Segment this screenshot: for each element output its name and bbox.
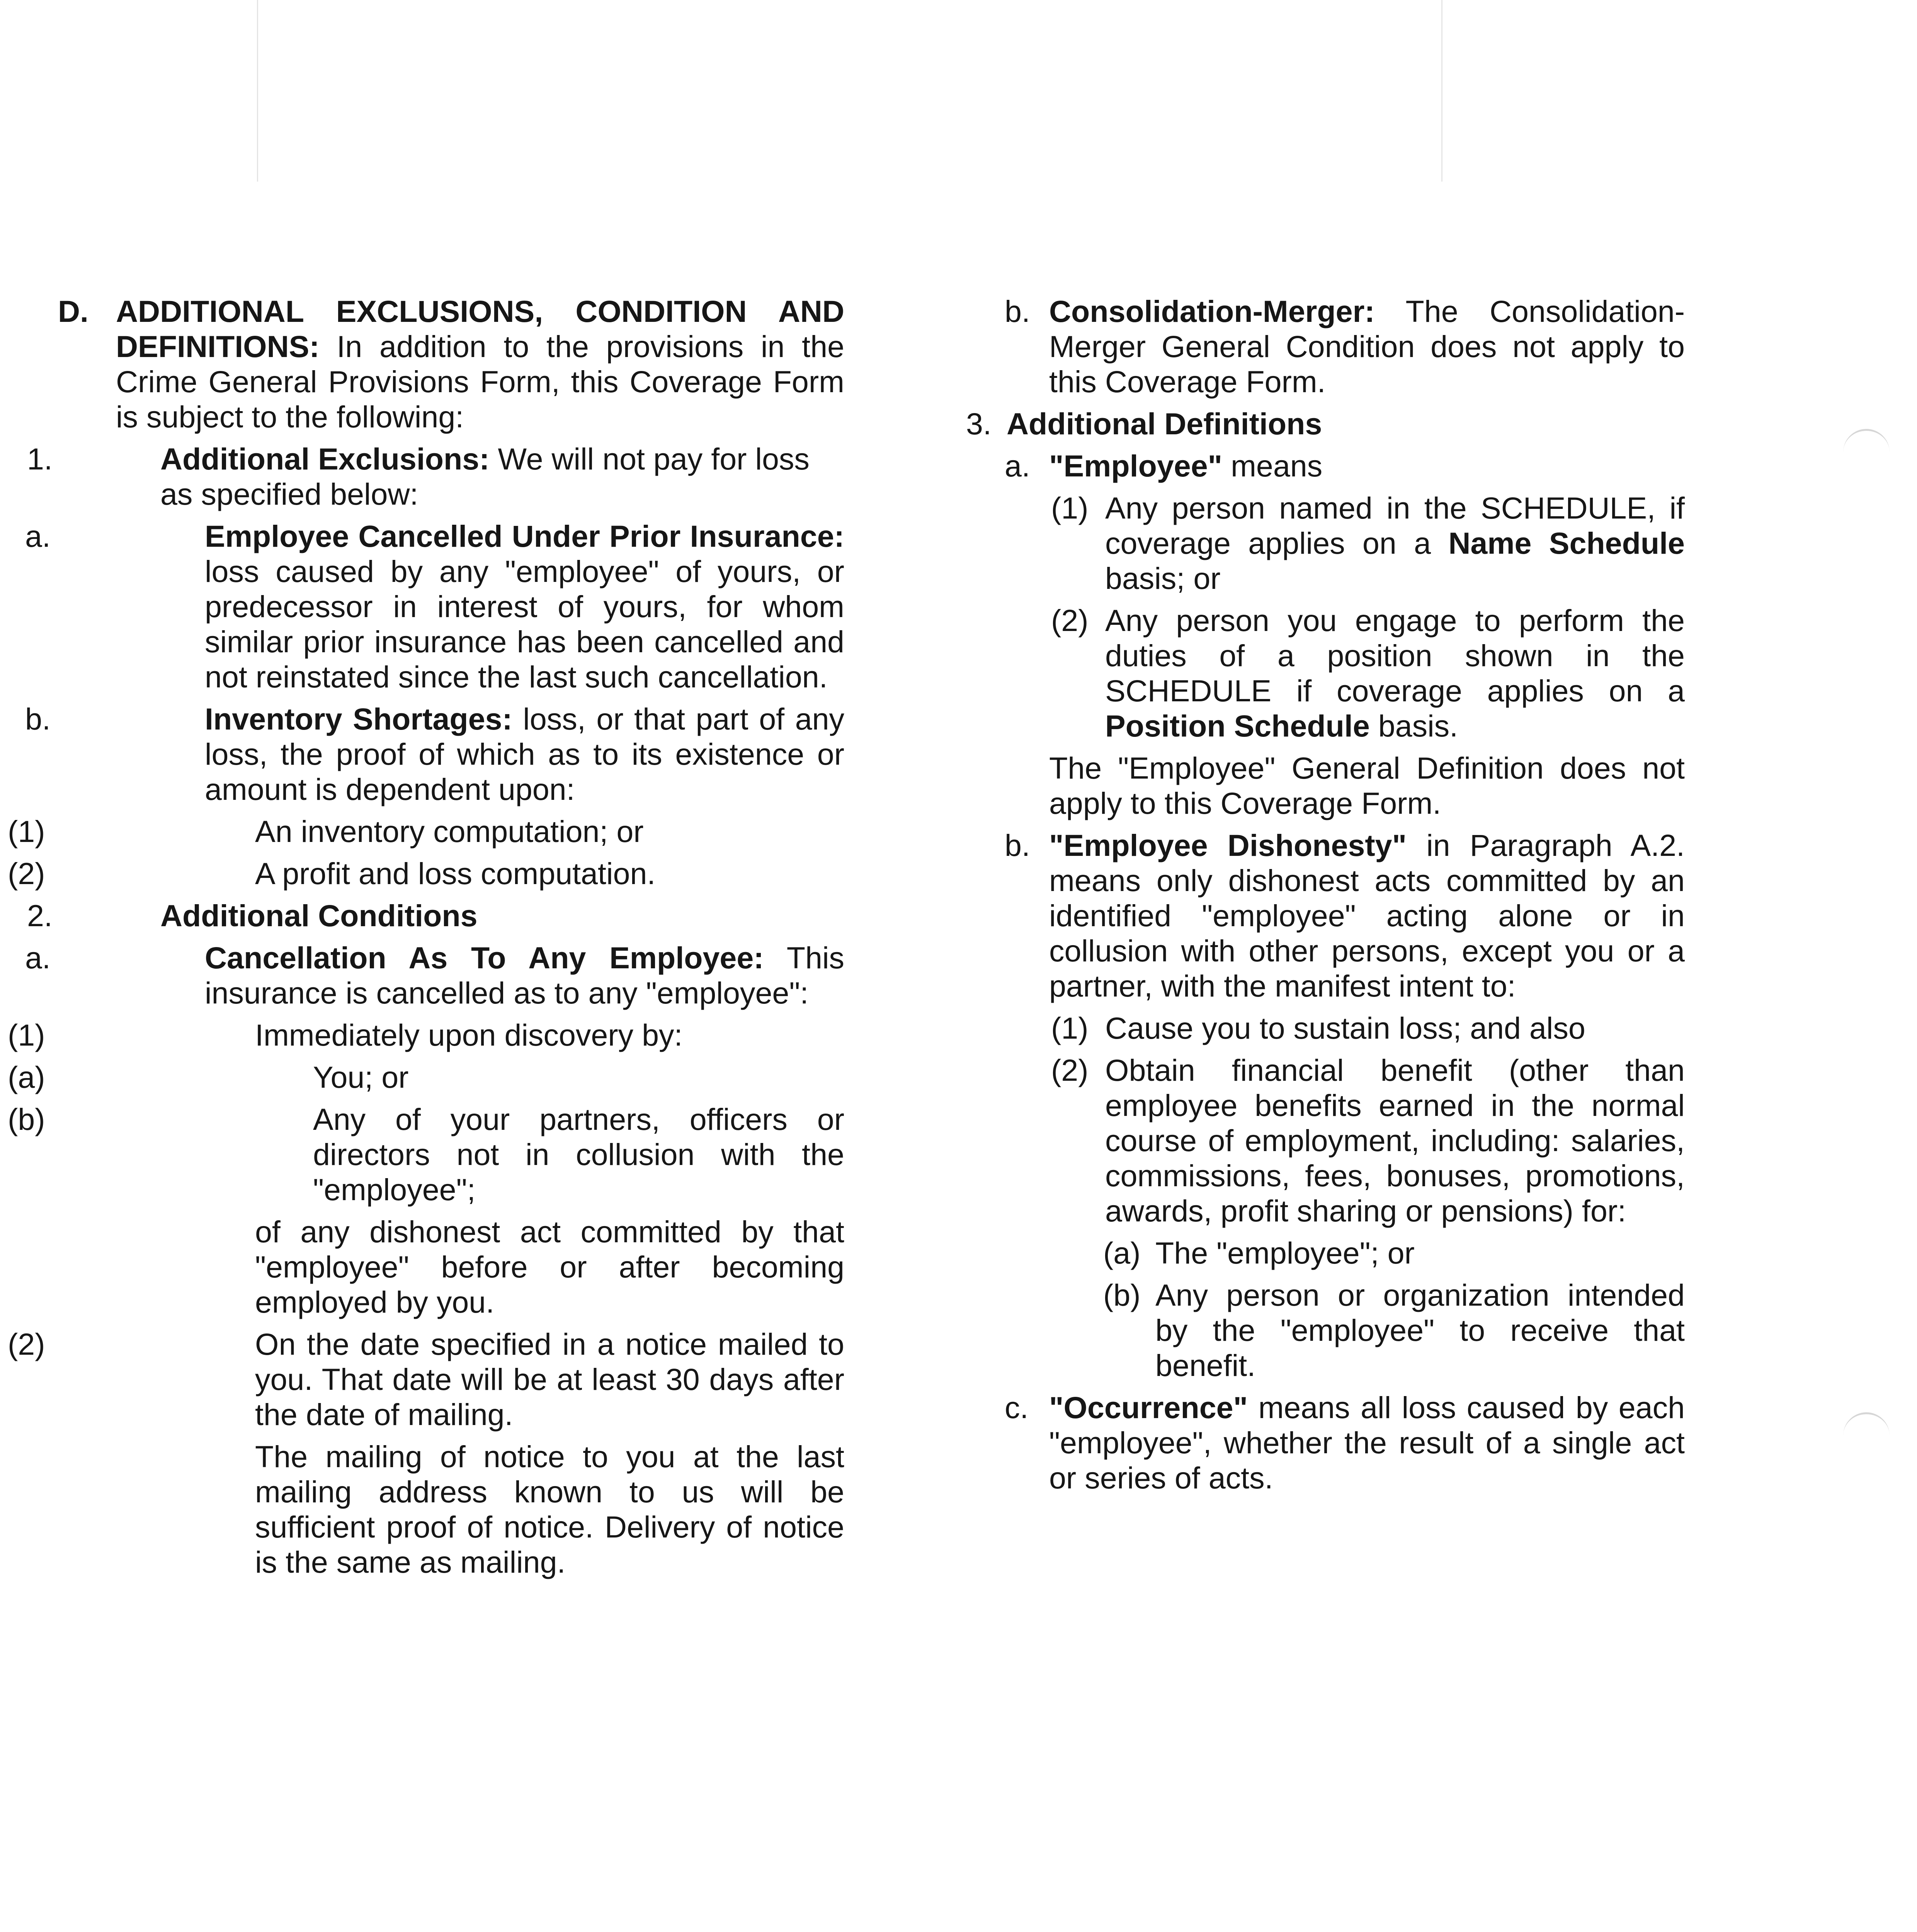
item-3b-2-b-text: Any person or organization intended by the "employee" to receive that benefit. (1155, 1278, 1685, 1383)
item-3a-1-bold: Name Schedule (1448, 526, 1685, 560)
item-3b-marker: b. (1005, 828, 1030, 862)
item-3b-text: in Paragraph A.2. means only dishonest acts committed by an identified "employee" acting alone or in collusion with other persons, except you or a partner, with the manifest intent to: (1049, 828, 1685, 1003)
item-3a-text: means (1231, 449, 1323, 483)
item-3c (966, 1390, 1685, 1495)
item-1b-1 (8, 814, 844, 849)
item-3a-2-marker: (2) (1051, 603, 1089, 638)
item-3b-1 (966, 1010, 1685, 1046)
item-2a-1-text: Immediately upon discovery by: (255, 1018, 683, 1052)
item-1 (27, 441, 844, 512)
item-3b-2-a-marker: (a) (1103, 1236, 1141, 1270)
item-1b-2-text: A profit and loss computation. (255, 856, 656, 891)
item-2b-title: Consolidation-Merger: (1049, 294, 1375, 328)
item-1a-title: Employee Cancelled Under Prior Insurance: (205, 519, 844, 553)
item-2 (27, 898, 844, 933)
item-3b-2-b (966, 1277, 1685, 1383)
item-3c-title: "Occurrence" (1049, 1390, 1248, 1425)
item-1b-title: Inventory Shortages: (205, 702, 512, 736)
item-1-title: Additional Exclusions: (160, 442, 490, 476)
item-3-marker: 3. (966, 406, 992, 441)
item-3b-2-a (966, 1235, 1685, 1270)
item-3b-title: "Employee Dishonesty" (1049, 828, 1407, 862)
item-3b-2-b-marker: (b) (1103, 1278, 1141, 1312)
item-2a-1-marker: (1) (8, 1018, 45, 1052)
item-1b (25, 701, 845, 807)
section-d-marker: D. (58, 294, 88, 328)
item-2a-2-marker: (2) (8, 1327, 45, 1361)
item-1b-1-marker: (1) (8, 814, 45, 849)
item-3a-2-bold: Position Schedule (1105, 709, 1370, 743)
right-column (966, 294, 1685, 1495)
item-1-marker: 1. (27, 442, 53, 476)
item-2a-1-b-marker: (b) (8, 1102, 45, 1136)
item-3a-2-pre: Any person you engage to perform the duties of a position shown in the SCHEDULE if coverage applies on a (1105, 603, 1685, 708)
item-1b-2 (8, 856, 844, 891)
item-3b-1-text: Cause you to sustain loss; and also (1105, 1011, 1585, 1045)
item-2a-1-a-text: You; or (313, 1060, 409, 1094)
item-3b-1-marker: (1) (1051, 1011, 1089, 1045)
item-3a-1-pre: Any person named in the SCHEDULE, if coverage applies on a (1105, 491, 1685, 560)
item-3-title: Additional Definitions (1007, 406, 1322, 441)
section-d-intro: In addition to the provisions in the Crime General Provisions Form, this Coverage Form is subject to the following: (116, 329, 845, 434)
item-3a-marker: a. (1005, 449, 1030, 483)
item-2a-1-b-text: Any of your partners, officers or directors not in collusion with the "employee"; (313, 1102, 844, 1207)
item-1a (25, 519, 844, 694)
item-1b-1-text: An inventory computation; or (255, 814, 644, 849)
item-3b-2-a-text: The "employee"; or (1155, 1236, 1415, 1270)
item-2b-text: The Consolidation-Merger General Condition does not apply to this Coverage Form. (1049, 294, 1685, 399)
item-2a (25, 940, 844, 1010)
item-3a-tail (966, 750, 1685, 821)
item-3b-2-text: Obtain financial benefit (other than employee benefits earned in the normal course of employment, including: salaries, commissions, fees, bonuses, promotions, awards, profit sharing or pensions) for: (1105, 1053, 1685, 1228)
left-column (8, 294, 845, 1580)
item-3a-title: "Employee" (1049, 449, 1223, 483)
item-3a-2 (966, 603, 1685, 743)
section-d-heading: ADDITIONAL EXCLUSIONS, CONDITION AND DEFINITIONS: (116, 294, 844, 364)
item-2a-1-a-marker: (a) (8, 1060, 45, 1094)
item-3c-text: means all loss caused by each "employee", whether the result of a single act or series of acts. (1049, 1390, 1685, 1495)
item-3c-marker: c. (1005, 1390, 1029, 1425)
item-3a-tail-text: The "Employee" General Definition does not apply to this Coverage Form. (1049, 751, 1685, 820)
item-2a-1-tail (58, 1214, 844, 1320)
scan-artifact-mark (1843, 1412, 1890, 1441)
item-3b-2 (966, 1053, 1685, 1228)
scan-artifact-line (1441, 0, 1442, 182)
item-2a-text: This insurance is cancelled as to any "employee": (205, 940, 844, 1010)
item-1b-text: loss, or that part of any loss, the proof of which as to its existence or amount is dependent upon: (205, 702, 845, 806)
item-2-title: Additional Conditions (160, 898, 478, 933)
item-1b-marker: b. (25, 702, 51, 736)
item-2a-1-tail-text: of any dishonest act committed by that "employee" before or after becoming employed by you. (255, 1214, 844, 1319)
item-2a-1-a (8, 1060, 844, 1095)
item-3 (966, 406, 1685, 441)
item-2b (966, 294, 1685, 399)
item-2a-2 (8, 1327, 844, 1432)
item-2a-1 (8, 1017, 844, 1053)
item-1a-marker: a. (25, 519, 51, 553)
scan-artifact-mark (1843, 429, 1890, 458)
item-2b-marker: b. (1005, 294, 1030, 328)
scan-artifact-line (257, 0, 258, 182)
item-2a-2-text: On the date specified in a notice mailed to you. That date will be at least 30 days after the date of mailing. (255, 1327, 844, 1432)
item-3a (966, 448, 1685, 483)
item-3b (966, 828, 1685, 1003)
item-2a-2-tail (58, 1439, 844, 1580)
section-d (58, 294, 844, 434)
item-1b-2-marker: (2) (8, 856, 45, 891)
item-3b-2-marker: (2) (1051, 1053, 1089, 1087)
item-3a-1-post: basis; or (1105, 561, 1221, 595)
item-2a-2-tail-text: The mailing of notice to you at the last mailing address known to us will be sufficient proof of notice. Delivery of notice is the same as mailing. (255, 1439, 844, 1579)
item-2a-1-b (8, 1102, 844, 1207)
item-2a-marker: a. (25, 940, 51, 975)
item-3a-2-post: basis. (1378, 709, 1458, 743)
item-2-marker: 2. (27, 898, 53, 933)
item-1-text: We will not pay for loss as specified below: (160, 442, 810, 511)
item-3a-1-marker: (1) (1051, 491, 1089, 525)
item-3a-1 (966, 490, 1685, 596)
item-1a-text: loss caused by any "employee" of yours, or predecessor in interest of yours, for whom similar prior insurance has been cancelled and not reinstated since the last such cancellation. (205, 554, 844, 694)
item-2a-title: Cancellation As To Any Employee: (205, 940, 764, 975)
